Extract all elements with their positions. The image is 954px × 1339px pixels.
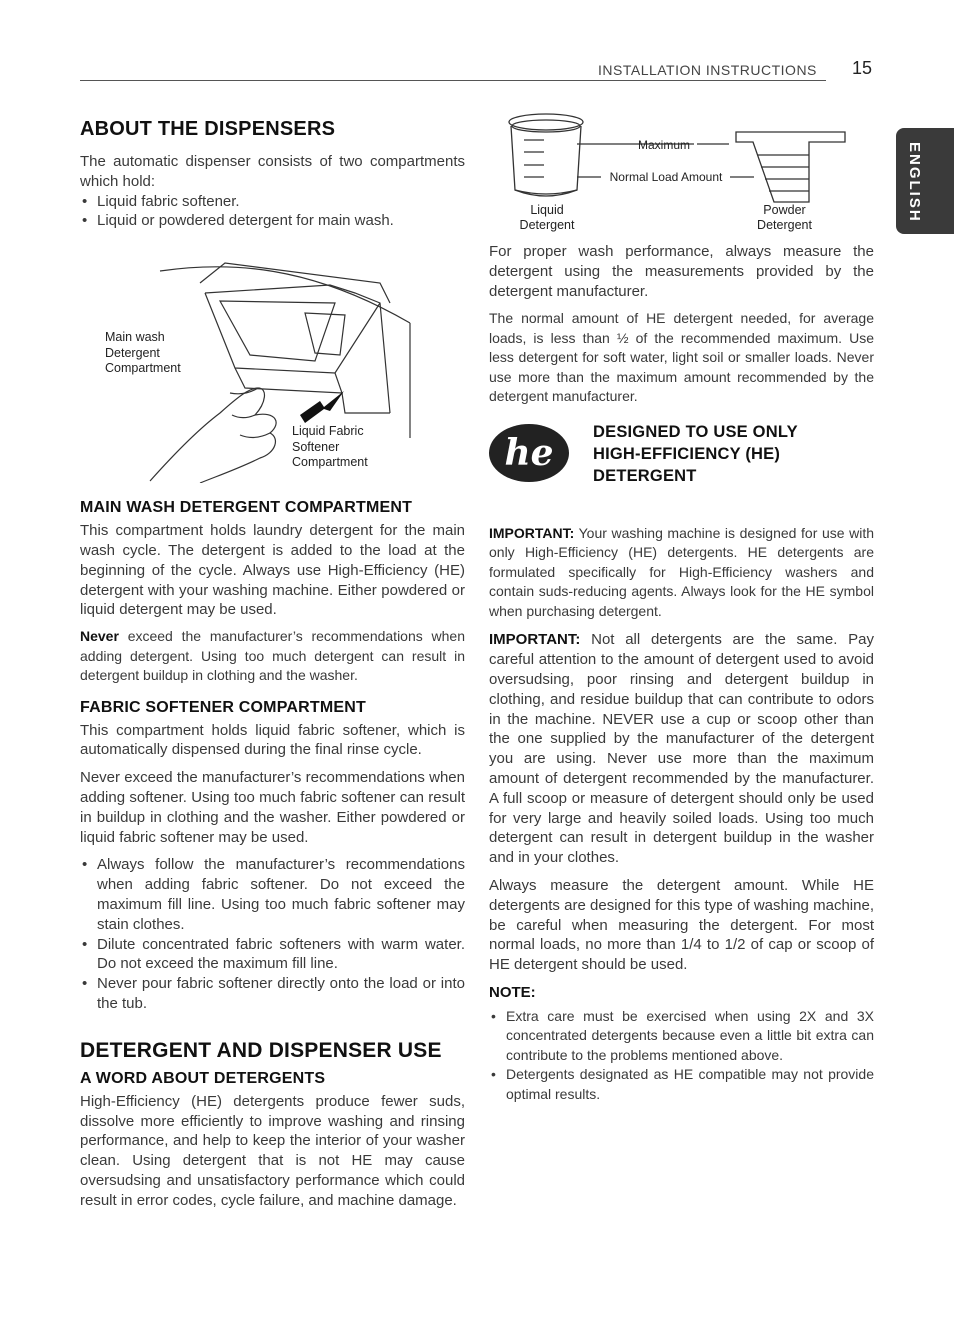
important-keyword: IMPORTANT: — [489, 631, 581, 649]
measure-amount-text: Always measure the detergent amount. While HE detergents are designed for this type of washing machine, be careful when measuring the detergent. For most normal loads, no more than 1/4 to 1/2 of cap or scoop of HE detergent should be used. — [489, 876, 874, 974]
measuring-cups-figure — [489, 110, 874, 235]
normal-load-label: Normal Load Amount — [609, 170, 723, 184]
about-list — [80, 192, 465, 232]
important-2-text: Not all detergents are the same. Pay careful attention to the amount of detergent used to avoid oversudsing, poor rinsing and detergent buildup in clothing, and residue buildup that can contribute to odors in the machine. NEVER use a cup or scoop other than the one supplied by the manufacturer of the detergent you are using. Never use more than the maximum amount of detergent recommended by the manufacturer. A full scoop or measure of detergent should only be used for very large and heavily soiled loads. Using too much detergent can result in detergent buildup in the washer and in your clothes. — [489, 631, 874, 867]
about-intro: The automatic dispenser consists of two compartments which hold: — [80, 153, 465, 190]
he-title: DESIGNED TO USE ONLY HIGH-EFFICIENCY (HE) DETERGENT — [593, 422, 798, 485]
normal-amount-text: The normal amount of HE detergent needed, for average loads, is less than ½ of the recommended maximum. Use less detergent for soft water, light soil or smaller loads. Never use more than the maximum amount recommended by the detergent manufacturer. — [489, 310, 874, 405]
detergent-use-title: DETERGENT AND DISPENSER USE — [80, 1038, 442, 1062]
never-keyword: Never — [80, 628, 119, 645]
right-column — [489, 242, 874, 1104]
detergent-word-text: High-Efficiency (HE) detergents produce fewer suds, dissolve more efficiently to improve washing and rinsing performance, and help to keep the interior of your washer clean. Using detergent that is not HE may cause oversudsing and unsatisfactory performance which could result in error codes, cycle failure, and machine damage. — [80, 1092, 465, 1209]
about-title: ABOUT THE DISPENSERS — [80, 118, 336, 140]
main-wash-label: Main wash Detergent Compartment — [105, 330, 181, 376]
list-item: • Dilute concentrated fabric softeners with warm water. Do not exceed the maximum fill line. — [80, 935, 465, 975]
list-item: • Liquid or powdered detergent for main wash. — [80, 211, 465, 231]
main-wash-warning — [80, 627, 465, 686]
list-item: • Never pour fabric softener directly onto the load or into the tub. — [80, 974, 465, 1014]
list-item: • Detergents designated as HE compatible may not provide optimal results. — [489, 1065, 874, 1104]
detergent-word-title: A WORD ABOUT DETERGENTS — [80, 1069, 326, 1087]
important-1-text: Your washing machine is designed for use with only High-Efficiency (HE) detergents. HE detergents are formulated specifically for High-Efficiency washers and contain suds-reducing agents. Always look for the HE symbol when purchasing detergent. — [489, 524, 874, 619]
important-1 — [489, 524, 874, 622]
he-section — [489, 421, 874, 516]
he-logo-text: he — [504, 431, 554, 474]
softener-text-1: This compartment holds liquid fabric softener, which is automatically dispensed during the final rinse cycle. — [80, 721, 465, 759]
list-item: • Liquid fabric softener. — [80, 192, 465, 212]
important-2 — [489, 630, 874, 868]
softener-label: Liquid Fabric Softener Compartment — [292, 424, 368, 470]
notes-list — [489, 1007, 874, 1105]
language-tab — [896, 128, 954, 234]
he-logo-icon — [489, 423, 571, 483]
list-item: • Extra care must be exercised when using 2X and 3X concentrated detergents because even a little bit extra can contribute to the problems mentioned above. — [489, 1007, 874, 1066]
measure-text: For proper wash performance, always measure the detergent using the measurements provided by the detergent manufacturer. — [489, 243, 874, 300]
softener-title: FABRIC SOFTENER COMPARTMENT — [80, 698, 366, 716]
main-wash-title: MAIN WASH DETERGENT COMPARTMENT — [80, 499, 413, 517]
maximum-label: Maximum — [637, 138, 690, 152]
page-number: 15 — [852, 58, 873, 78]
softener-list — [80, 855, 465, 1013]
softener-text-2: Never exceed the manufacturer’s recommendations when adding softener. Using too much fabric softener can result in buildup in clothing and the washer. Either powdered or liquid fabric softener may be used. — [80, 769, 465, 846]
list-item: • Always follow the manufacturer’s recommendations when adding fabric softener. Do not exceed the maximum fill line. Using too much fabric softener may stain clothes. — [80, 855, 465, 934]
never-text: exceed the manufacturer’s recommendations when adding detergent. Using too much detergent can result in detergent buildup in clothing and the washer. — [80, 628, 465, 684]
left-column — [80, 118, 465, 1211]
main-wash-text: This compartment holds laundry detergent for the main wash cycle. The detergent is added to the load at the beginning of the cycle. Always use High-Efficiency (HE) detergent with your washing machine. Either powdered or liquid detergent may be used. — [80, 522, 465, 619]
liquid-detergent-label: Liquid Detergent — [519, 203, 575, 232]
language-tab-label: ENGLISH — [906, 142, 923, 223]
header-rule — [80, 80, 826, 81]
important-keyword: IMPORTANT: — [489, 524, 575, 541]
note-label: NOTE: — [489, 983, 536, 1001]
powder-detergent-label: Powder Detergent — [757, 203, 812, 232]
section-title: INSTALLATION INSTRUCTIONS — [598, 62, 817, 78]
dispenser-figure — [80, 243, 465, 483]
